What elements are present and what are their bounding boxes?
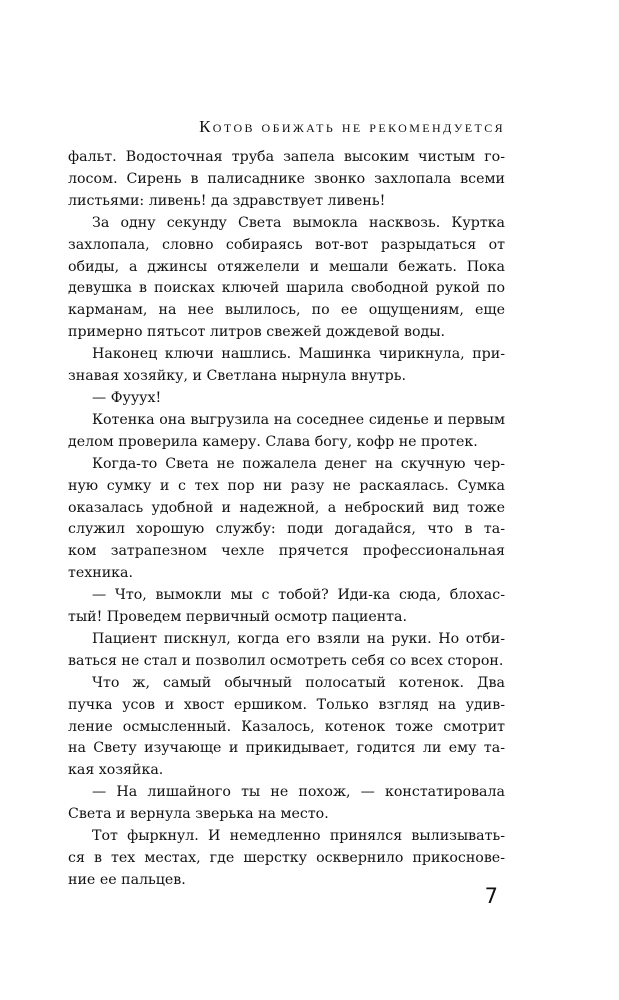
text-line: ся в тех местах, где шерстку осквернило прикоснове-: [68, 850, 505, 866]
text-line: Что ж, самый обычный полосатый котенок. Два: [92, 674, 505, 691]
text-line: тый! Проведем первичный осмотр пациента.: [68, 609, 408, 626]
text-line: захлопала, словно собираясь вот-вот разрыдаться от: [68, 236, 505, 253]
text-line: Когда-то Света не пожалела денег на скучную чер-: [92, 455, 505, 472]
text-line: — На лишайного ты не похож, — констатировала: [92, 784, 505, 801]
paragraph: [68, 782, 505, 826]
text-line: ную сумку и с тех пор ни разу не раскаялась. Сумка: [68, 477, 505, 494]
text-line: обиды, а джинсы отяжелели и мешали бежать. Пока: [68, 258, 505, 275]
paragraph: [68, 344, 505, 388]
text-line: девушка в поисках ключей шарила свободной рукой по: [68, 280, 505, 297]
text-line: на Свету изучающе и прикидывает, годится ли ему та-: [68, 740, 505, 757]
text-line: делом проверила камеру. Слава богу, кофр не протек.: [68, 433, 478, 450]
paragraph: [68, 673, 505, 783]
text-line: ление осмысленный. Казалось, котенок тоже смотрит: [68, 718, 505, 735]
text-line: Котенка она выгрузила на соседнее сиденье и первым: [92, 411, 505, 428]
paragraph: [68, 454, 505, 585]
text-line: техника.: [68, 565, 133, 582]
text-line: служил хорошую службу: поди догадайся, что в та-: [68, 521, 505, 538]
paragraph: [68, 629, 505, 673]
paragraph: [68, 388, 505, 410]
text-line: пучка усов и хвост ершиком. Только взгляд на удив-: [68, 696, 505, 713]
text-line: знавая хозяйку, и Светлана нырнула внутрь.: [68, 368, 406, 385]
running-title: Котов обижать не рекомендуется: [199, 117, 505, 136]
text-line: ваться не стал и позволил осмотреть себя со всех сторон.: [68, 652, 504, 669]
paragraph: [68, 410, 505, 454]
text-line: Света и вернула зверька на место.: [68, 806, 329, 823]
text-line: За одну секунду Света вымокла насквозь. Куртка: [92, 214, 505, 231]
text-line: кая хозяйка.: [68, 762, 164, 779]
text-line: карманам, на нее вылилось, по ее ощущениям, еще: [68, 302, 505, 319]
text-line: ние ее пальцев.: [68, 871, 186, 888]
text-line: листьями: ливень! да здравствует ливень!: [68, 192, 386, 209]
text-line: Наконец ключи нашлись. Машинка чирикнула, при-: [92, 346, 505, 363]
paragraph: [68, 213, 505, 344]
text-line: — Что, вымокли мы с тобой? Иди-ка сюда, блохас-: [92, 587, 505, 604]
paragraph: [68, 585, 505, 629]
paragraph: [68, 147, 505, 213]
paragraph: [68, 826, 505, 892]
text-line: лосом. Сирень в палисаднике звонко захлопала всеми: [68, 170, 505, 187]
body-text: [68, 147, 505, 892]
text-line: Пациент пискнул, когда его взяли на руки. Но отби-: [92, 630, 505, 647]
text-line: фальт. Водосточная труба запела высоким чистым го-: [68, 149, 505, 165]
text-line: примерно пятьсот литров свежей дождевой воды.: [68, 324, 446, 341]
text-line: Тот фыркнул. И немедленно принялся вылизывать-: [92, 828, 505, 845]
page-number: 7: [484, 884, 498, 908]
text-line: оказалась удобной и надежной, а неброский вид тоже: [68, 499, 505, 516]
text-line: — Фууух!: [92, 389, 162, 406]
text-line: ком затрапезном чехле прячется профессиональная: [68, 543, 505, 560]
